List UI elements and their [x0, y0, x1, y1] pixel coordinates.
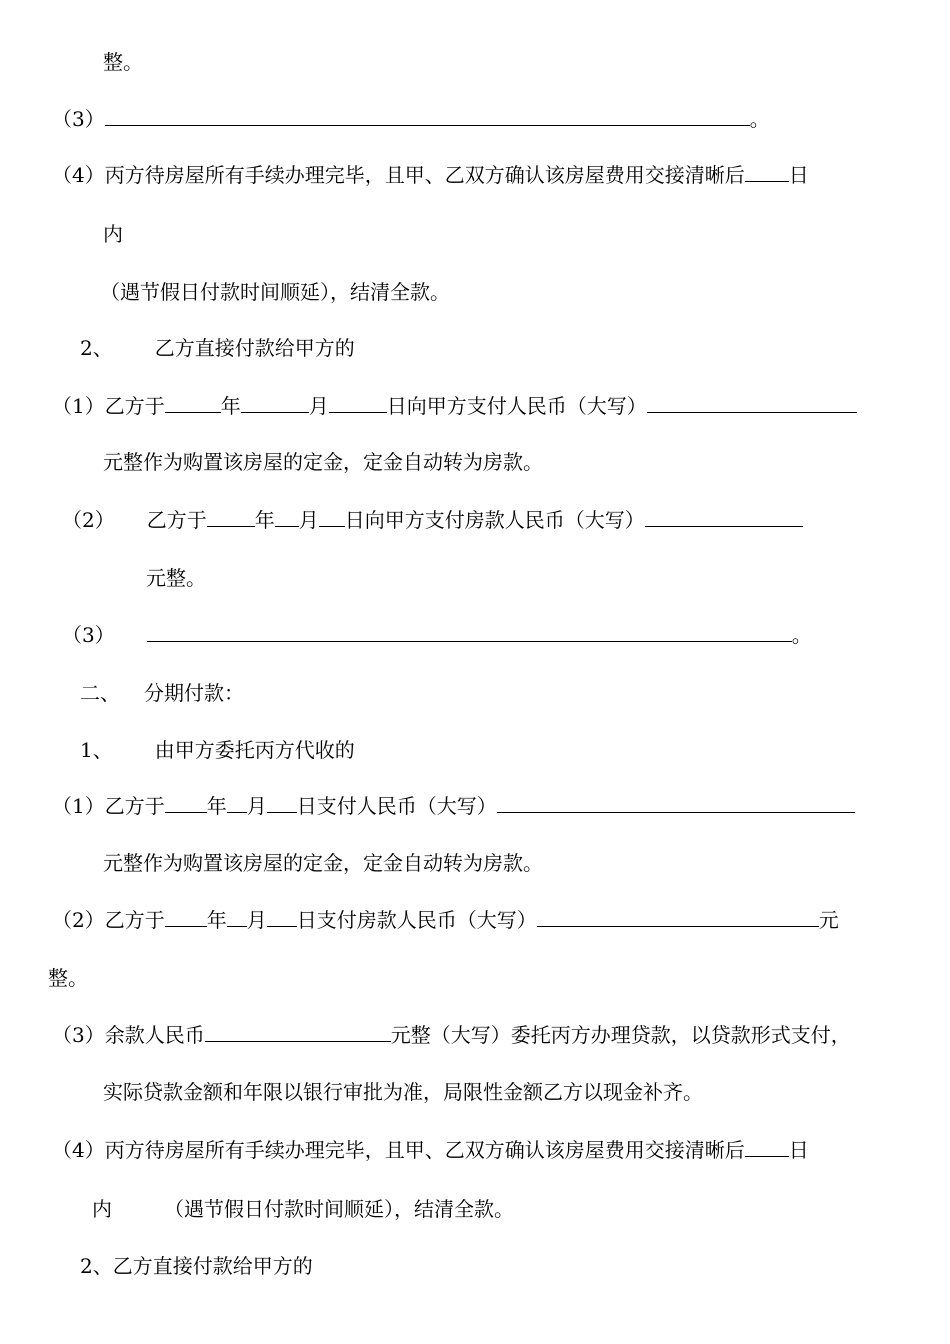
fill-blank-year[interactable] [165, 392, 221, 413]
fill-blank[interactable] [745, 1136, 789, 1157]
fill-blank-month[interactable] [227, 792, 247, 813]
text-line: （遇节假日付款时间顺延），结清全款。 [100, 280, 450, 304]
fill-blank-amount[interactable] [537, 906, 819, 927]
text-line: （4）丙方待房屋所有手续办理完毕，且甲、乙双方确认该房屋费用交接清晰后 日 [52, 163, 809, 187]
fill-blank-year[interactable] [165, 906, 207, 927]
fill-blank[interactable] [745, 161, 789, 182]
text-line: 整。 [48, 966, 88, 990]
text-line: （1）乙方于 年 月 日支付人民币（大写） [52, 792, 855, 820]
fill-blank[interactable] [105, 105, 750, 126]
text-line: （3） 。 [62, 623, 812, 647]
text-line: 内 （遇节假日付款时间顺延），结清全款。 [92, 1197, 514, 1221]
text-line: 内 [103, 222, 123, 246]
fill-blank-amount[interactable] [205, 1021, 391, 1042]
text-line: （3） 。 [52, 107, 770, 131]
text-line: 元整作为购置该房屋的定金，定金自动转为房款。 [103, 450, 543, 474]
section-heading: 二、 分期付款： [80, 681, 244, 705]
section-heading: 2、 乙方直接付款给甲方的 [80, 336, 355, 360]
fill-blank-amount[interactable] [647, 392, 857, 413]
text-line: （2） 乙方于 年 月 日向甲方支付房款人民币（大写） [62, 506, 803, 534]
text-line: （3）余款人民币 元整（大写）委托丙方办理贷款，以贷款形式支付， [52, 1023, 851, 1047]
text-line: 实际贷款金额和年限以银行审批为准，局限性金额乙方以现金补齐。 [103, 1080, 703, 1104]
fill-blank-year[interactable] [207, 506, 255, 527]
section-heading: 2、乙方直接付款给甲方的 [80, 1254, 313, 1278]
section-heading: 1、 由甲方委托丙方代收的 [80, 738, 355, 762]
fill-blank-day[interactable] [267, 792, 297, 813]
fill-blank-month[interactable] [227, 906, 247, 927]
text-line: （1）乙方于 年 月 日向甲方支付人民币（大写） [52, 392, 857, 420]
fill-blank-day[interactable] [319, 506, 345, 527]
fill-blank-day[interactable] [329, 392, 387, 413]
fill-blank-day[interactable] [267, 906, 297, 927]
fill-blank-amount[interactable] [497, 792, 855, 813]
fill-blank[interactable] [147, 621, 792, 642]
text-line: 元整。 [146, 566, 206, 590]
fill-blank-month[interactable] [275, 506, 299, 527]
fill-blank-amount[interactable] [645, 506, 803, 527]
fill-blank-year[interactable] [165, 792, 207, 813]
fill-blank-month[interactable] [241, 392, 309, 413]
text-line: （2）乙方于 年 月 日支付房款人民币（大写） 元 [52, 908, 839, 932]
text-line: 整。 [103, 50, 143, 74]
text-line: 元整作为购置该房屋的定金，定金自动转为房款。 [103, 851, 543, 875]
text-line: （4）丙方待房屋所有手续办理完毕，且甲、乙双方确认该房屋费用交接清晰后 日 [52, 1138, 809, 1162]
